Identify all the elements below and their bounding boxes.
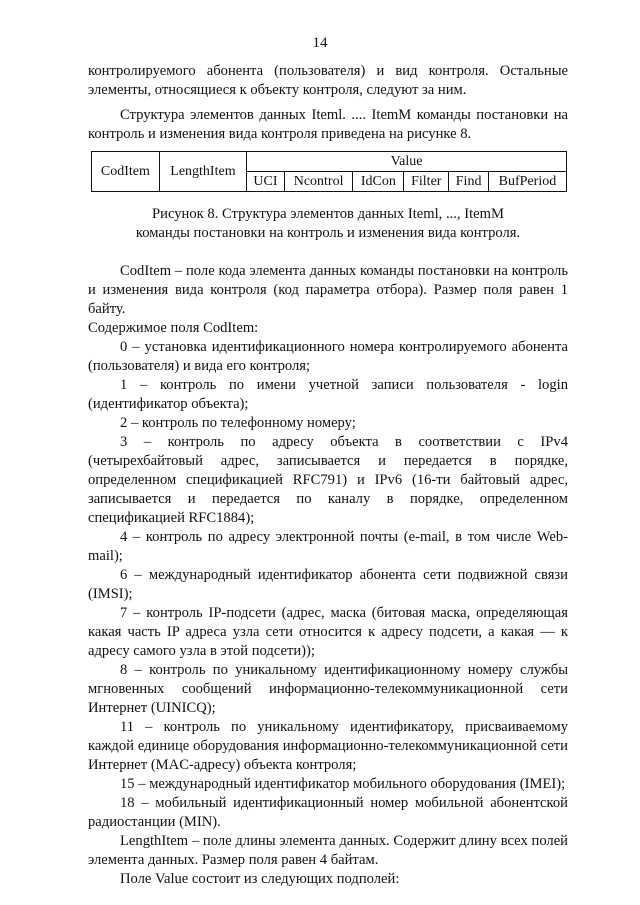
figure-caption-line-2: команды постановки на контроль и изменения вида контроля.: [135, 225, 521, 241]
table-subheader-uci: UCI: [247, 172, 285, 192]
table-subheader-filter: Filter: [404, 172, 449, 192]
intro-paragraph-continuation: контролируемого абонента (пользователя) и вид контроля. Остальные элементы, относящиеся к объекту контроля, следуют за ним.: [88, 63, 568, 98]
lengthitem-description: LengthItem – поле длины элемента данных. Содержит длину всех полей элемента данных. Размер поля равен 4 байтам.: [88, 833, 568, 868]
table-header-value: Value: [247, 152, 567, 172]
coditem-value-7: 7 – контроль IP-подсети (адрес, маска (битовая маска, определяющая какая часть IP адреса узла сети относится к адресу подсети, а какая — к адресу самого узла в этой подсети));: [88, 605, 568, 659]
figure-caption: [88, 205, 568, 243]
coditem-value-6: 6 – международный идентификатор абонента сети подвижной связи (IMSI);: [88, 567, 568, 602]
coditem-value-18: 18 – мобильный идентификационный номер мобильной абонентской радиостанции (MIN).: [88, 795, 568, 830]
coditem-description: CodItem – поле кода элемента данных команды постановки на контроль и изменения вида контроля (код параметра отбора). Размер поля равен 1 байту.: [88, 263, 568, 317]
coditem-value-11: 11 – контроль по уникальному идентификатору, присваиваемому каждой единице оборудования информационно-телекоммуникационной сети Интернет (MAC-адресу) объекта контроля;: [88, 719, 568, 773]
intro-section: [88, 62, 568, 144]
coditem-value-4: 4 – контроль по адресу электронной почты (e-mail, в том числе Web-mail);: [88, 529, 568, 564]
coditem-value-1: 1 – контроль по имени учетной записи пользователя - login (идентификатор объекта);: [88, 377, 568, 412]
intro-paragraph-structure: Структура элементов данных Iteml. .... ItemM команды постановки на контроль и изменения вида контроля приведена на рисунке 8.: [88, 107, 568, 142]
coditem-value-15: 15 – международный идентификатор мобильного оборудования (IMEI);: [120, 776, 566, 792]
coditem-value-2: 2 – контроль по телефонному номеру;: [120, 415, 356, 431]
table-header-lengthitem: LengthItem: [159, 152, 246, 192]
table-subheader-ncontrol: Ncontrol: [284, 172, 353, 192]
figure-caption-line-1: Рисунок 8. Структура элементов данных Iteml, ..., ItemM: [152, 206, 504, 222]
coditem-contents-title: Содержимое поля CodItem:: [88, 320, 259, 336]
table-subheader-bufperiod: BufPeriod: [488, 172, 566, 192]
table-subheader-find: Find: [449, 172, 489, 192]
value-field-description: Поле Value состоит из следующих подполей:: [120, 871, 400, 887]
data-structure-table: [91, 151, 567, 192]
coditem-value-8: 8 – контроль по уникальному идентификационному номеру службы мгновенных сообщений информационно-телекоммуникационной сети Интернет (UINICQ);: [88, 662, 568, 716]
coditem-value-3: 3 – контроль по адресу объекта в соответствии с IPv4 (четырехбайтовый адрес, записывается и передается в порядке, определенном спецификацией RFC791) и IPv6 (16-ти байтовый адрес, записывается и передается по каналу в порядке, определенном спецификацией RFC1884);: [88, 434, 568, 526]
body-section: [88, 262, 568, 889]
coditem-value-0: 0 – установка идентификационного номера контролируемого абонента (пользователя) и вида его контроля;: [88, 339, 568, 374]
table-subheader-idcon: IdCon: [353, 172, 404, 192]
table-header-coditem: CodItem: [92, 152, 160, 192]
page-number: 14: [312, 35, 328, 51]
